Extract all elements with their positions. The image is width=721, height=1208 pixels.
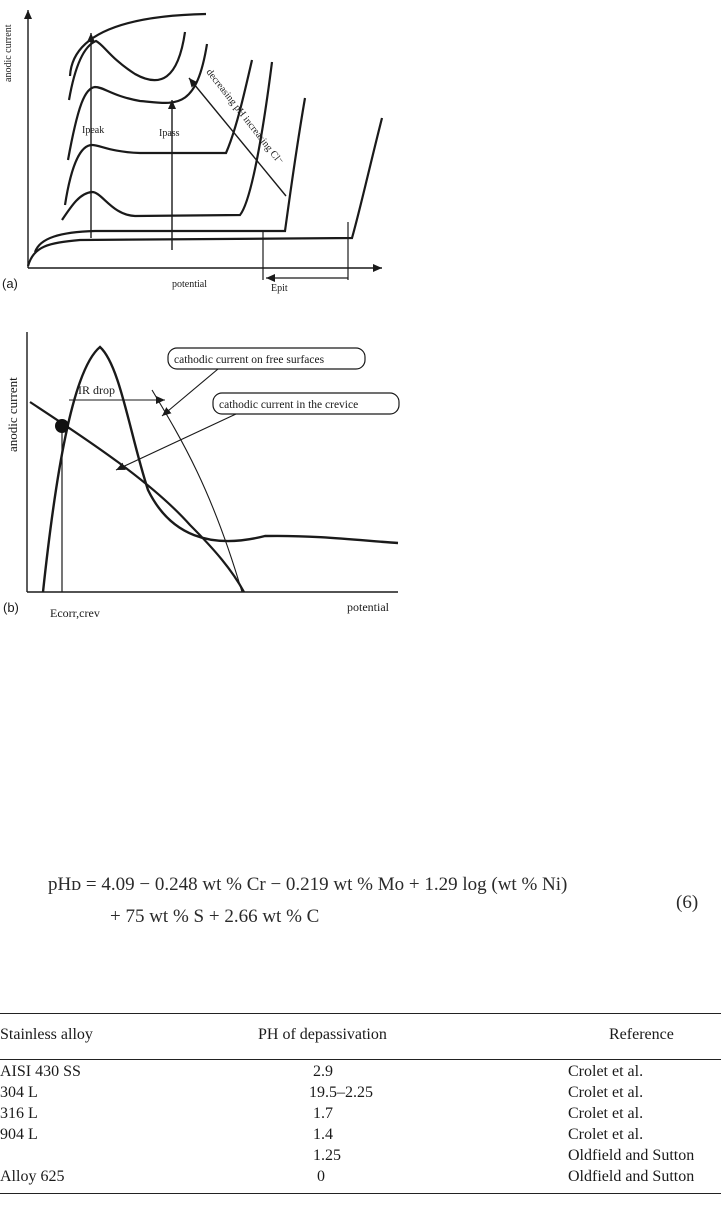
panel-label-b: (b) (3, 600, 19, 615)
ipass-label: Ipass (159, 128, 180, 139)
cell-reference: Oldfield and Sutton (568, 1147, 695, 1164)
cell-reference: Crolet et al. (568, 1105, 644, 1122)
cell-alloy: 316 L (0, 1105, 38, 1122)
cell-ph: 0 (317, 1168, 325, 1185)
y-axis-label: anodic current (3, 24, 14, 82)
cell-alloy: 904 L (0, 1126, 38, 1143)
ir-drop-label: IR drop (78, 383, 115, 397)
y-axis-label: anodic current (5, 377, 20, 452)
header-alloy: Stainless alloy (0, 1026, 93, 1043)
callout-free-pointer (162, 369, 218, 416)
ipeak-label: Ipeak (82, 125, 105, 136)
table-header-rule (0, 1059, 721, 1060)
callout-crevice (213, 393, 399, 414)
panel-label-a: (a) (2, 276, 18, 291)
equation-6 (48, 874, 721, 944)
table-top-rule (0, 1013, 721, 1014)
base-curve-1 (28, 118, 382, 266)
cell-ph: 2.9 (313, 1063, 333, 1080)
cell-ph: 19.5–2.25 (309, 1084, 373, 1101)
cell-reference: Crolet et al. (568, 1063, 644, 1080)
figure-a-canvas (0, 0, 400, 295)
cell-alloy: AISI 430 SS (0, 1063, 81, 1080)
callout-free-surfaces (168, 348, 365, 369)
curve-high-peak (68, 44, 207, 160)
equation-line-2: + 75 wt % S + 2.66 wt % C (110, 906, 320, 927)
table-bottom-rule (0, 1193, 721, 1194)
cell-reference: Crolet et al. (568, 1084, 644, 1101)
header-ph: PH of depassivation (258, 1026, 387, 1043)
polarization-curves (28, 14, 382, 266)
cell-reference: Oldfield and Sutton (568, 1168, 695, 1185)
operating-point (55, 419, 69, 433)
cell-ph: 1.4 (313, 1126, 333, 1143)
trend-label: decreasing pH increasing Cl⁻ (203, 67, 286, 168)
cell-reference: Crolet et al. (568, 1126, 644, 1143)
cell-ph: 1.25 (313, 1147, 341, 1164)
cathodic-free-curve (152, 390, 242, 592)
x-axis-label: potential (347, 600, 389, 614)
figure-a (0, 0, 400, 295)
cell-alloy: Alloy 625 (0, 1168, 65, 1185)
equation-number: (6) (676, 892, 699, 913)
callout-free-text: cathodic current on free surfaces (174, 354, 325, 366)
figure-b-canvas (0, 330, 420, 630)
cell-alloy: 304 L (0, 1084, 38, 1101)
header-reference: Reference (609, 1026, 674, 1043)
figure-b (0, 330, 420, 630)
trend-arrow (189, 78, 286, 196)
callout-crevice-text: cathodic current in the crevice (219, 399, 359, 411)
equation-line-1: pHᴅ = 4.09 − 0.248 wt % Cr − 0.219 wt % Mo + 1.29 log (wt % Ni) (48, 874, 568, 895)
ecorr-label: Ecorr,crev (50, 606, 100, 620)
x-axis-label: potential (172, 279, 207, 290)
cell-ph: 1.7 (313, 1105, 333, 1122)
epit-label: Epit (271, 283, 288, 294)
